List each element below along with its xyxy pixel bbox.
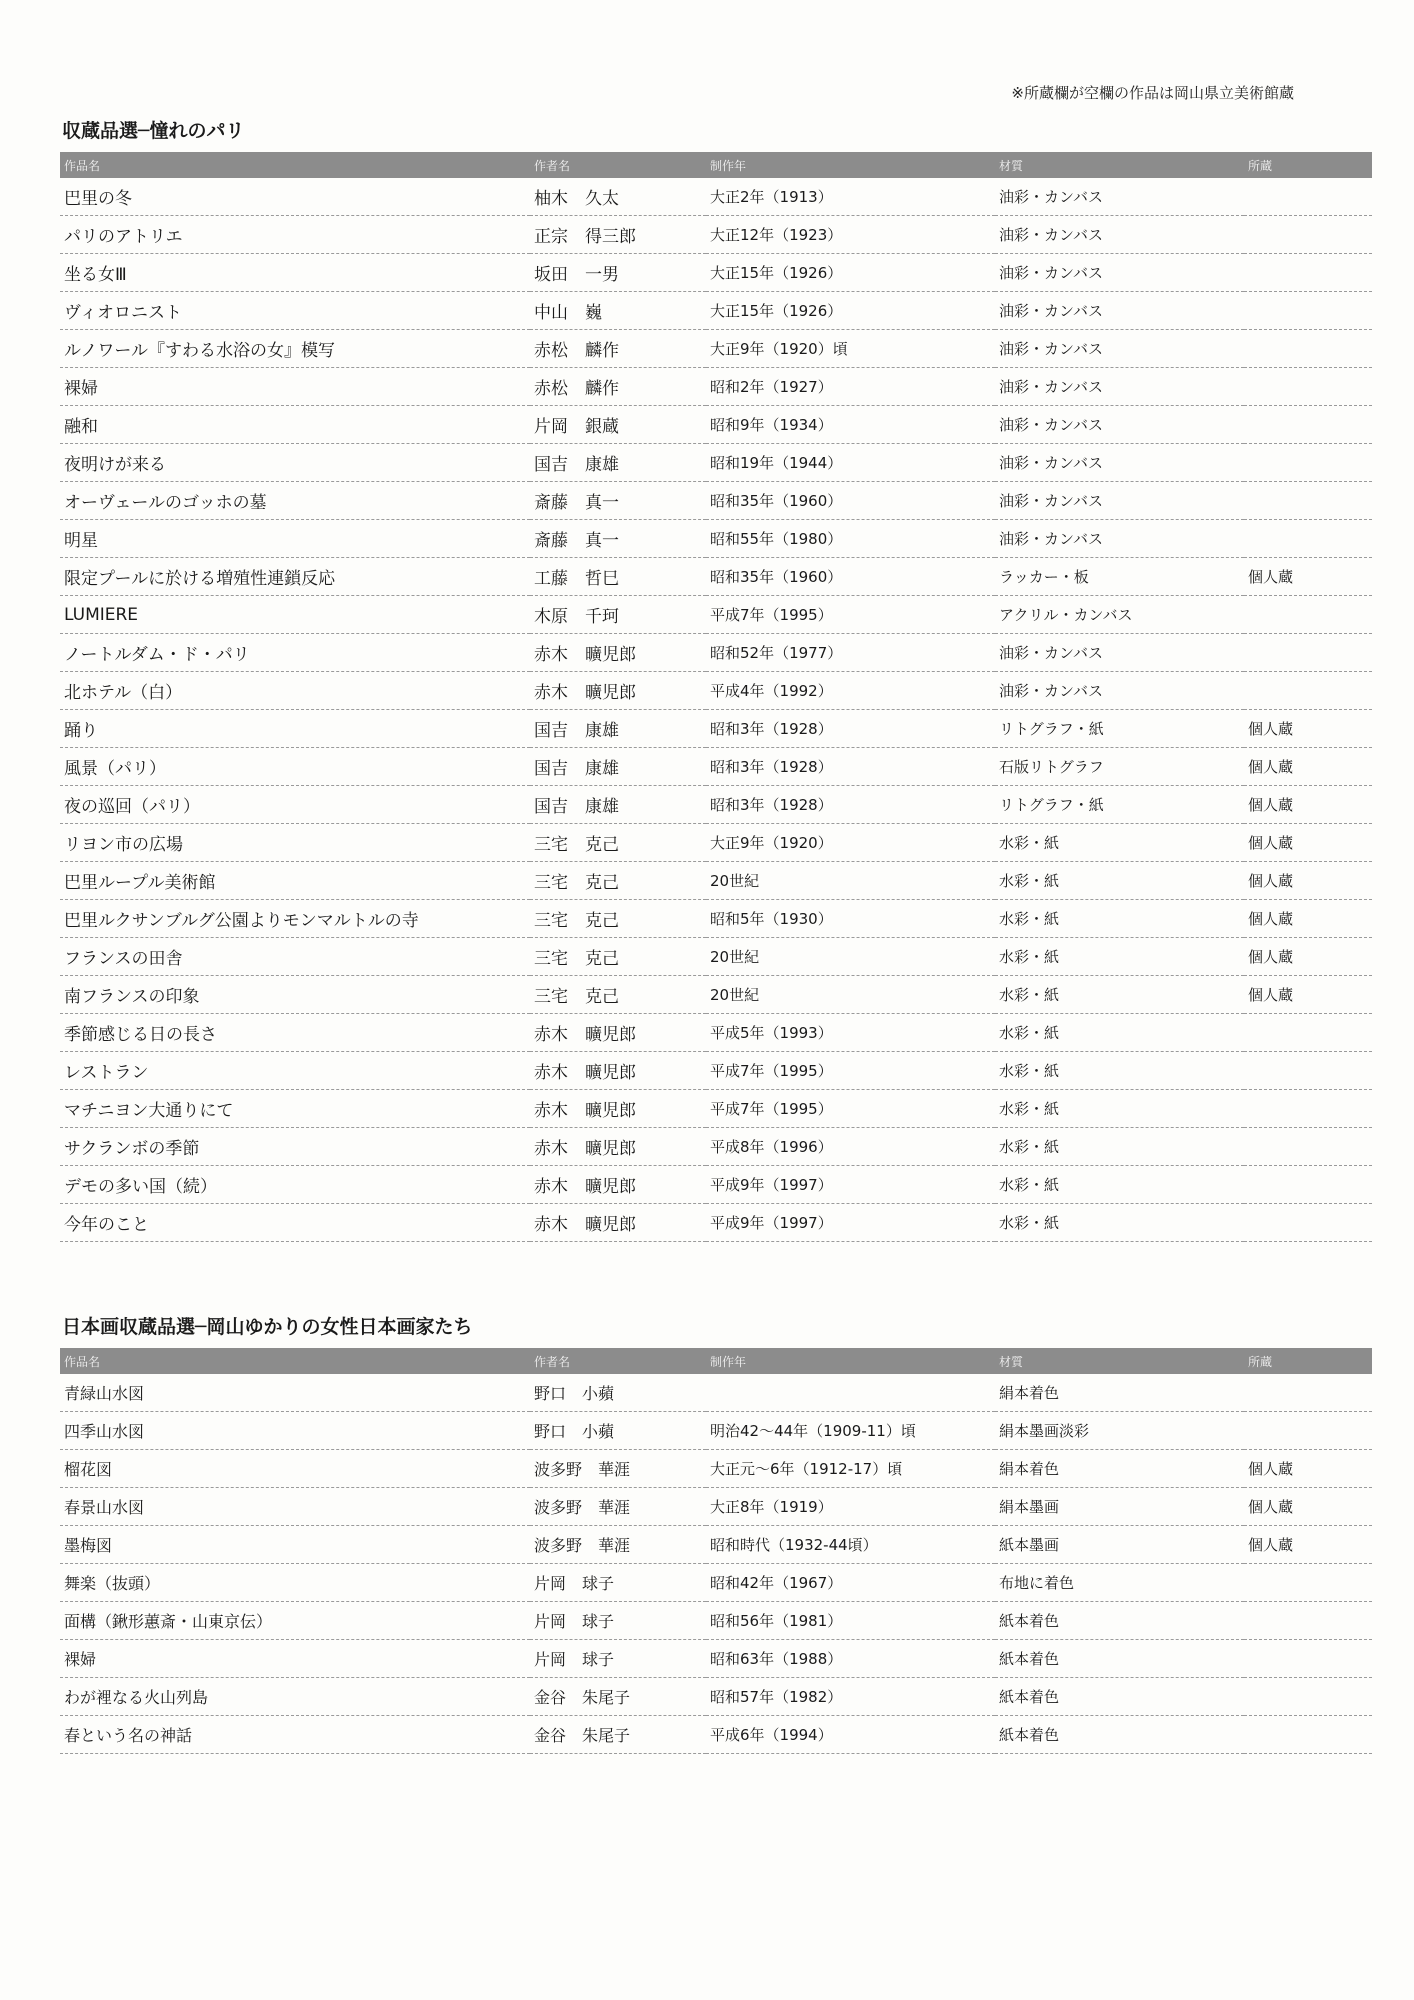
cell-medium: アクリル・カンバス	[995, 596, 1244, 634]
cell-title: マチニヨン大通りにて	[60, 1090, 530, 1128]
cell-owner	[1244, 1716, 1372, 1754]
cell-title: 面構（鍬形蕙斎・山東京伝）	[60, 1602, 530, 1640]
cell-owner	[1244, 1166, 1372, 1204]
cell-date: 平成4年（1992）	[706, 672, 995, 710]
table-row	[60, 1166, 1372, 1204]
cell-owner	[1244, 1374, 1372, 1412]
cell-title: デモの多い国（続）	[60, 1166, 530, 1204]
cell-artist: 赤木 曠児郎	[530, 1090, 706, 1128]
cell-title: 夜の巡回（パリ）	[60, 786, 530, 824]
cell-medium: 水彩・紙	[995, 1014, 1244, 1052]
table-row	[60, 330, 1372, 368]
cell-date: 大正8年（1919）	[706, 1488, 995, 1526]
cell-artist: 工藤 哲巳	[530, 558, 706, 596]
cell-date: 昭和3年（1928）	[706, 710, 995, 748]
cell-artist: 三宅 克己	[530, 938, 706, 976]
cell-owner	[1244, 406, 1372, 444]
table-row	[60, 1412, 1372, 1450]
cell-owner	[1244, 368, 1372, 406]
cell-title: 巴里の冬	[60, 178, 530, 216]
cell-date: 20世紀	[706, 862, 995, 900]
cell-artist: 片岡 球子	[530, 1564, 706, 1602]
cell-title: 春景山水図	[60, 1488, 530, 1526]
table-row	[60, 1374, 1372, 1412]
cell-date: 平成8年（1996）	[706, 1128, 995, 1166]
cell-medium: 油彩・カンバス	[995, 672, 1244, 710]
cell-artist: 片岡 銀蔵	[530, 406, 706, 444]
cell-title: 限定プールに於ける増殖性連鎖反応	[60, 558, 530, 596]
header-title: 作品名	[60, 1348, 530, 1374]
cell-date: 昭和19年（1944）	[706, 444, 995, 482]
cell-artist: 赤木 曠児郎	[530, 1166, 706, 1204]
cell-date: 大正12年（1923）	[706, 216, 995, 254]
cell-title: リヨン市の広場	[60, 824, 530, 862]
cell-medium: 絹本墨画	[995, 1488, 1244, 1526]
table-row	[60, 1052, 1372, 1090]
cell-artist: 国吉 康雄	[530, 748, 706, 786]
cell-owner: 個人蔵	[1244, 558, 1372, 596]
cell-owner	[1244, 672, 1372, 710]
cell-artist: 国吉 康雄	[530, 786, 706, 824]
cell-title: 融和	[60, 406, 530, 444]
table-row	[60, 862, 1372, 900]
cell-date: 昭和35年（1960）	[706, 558, 995, 596]
cell-medium: 紙本着色	[995, 1716, 1244, 1754]
cell-artist: 赤松 麟作	[530, 368, 706, 406]
cell-title: 踊り	[60, 710, 530, 748]
cell-owner	[1244, 520, 1372, 558]
cell-title: 今年のこと	[60, 1204, 530, 1242]
cell-medium: 油彩・カンバス	[995, 330, 1244, 368]
cell-medium: 紙本墨画	[995, 1526, 1244, 1564]
cell-owner	[1244, 178, 1372, 216]
table-row	[60, 520, 1372, 558]
cell-date: 平成9年（1997）	[706, 1166, 995, 1204]
cell-owner	[1244, 1412, 1372, 1450]
cell-owner: 個人蔵	[1244, 938, 1372, 976]
cell-date: 昭和42年（1967）	[706, 1564, 995, 1602]
cell-date: 平成9年（1997）	[706, 1204, 995, 1242]
cell-title: 墨梅図	[60, 1526, 530, 1564]
header-artist: 作者名	[530, 152, 706, 178]
cell-title: 夜明けが来る	[60, 444, 530, 482]
cell-medium: ラッカー・板	[995, 558, 1244, 596]
cell-medium: 石版リトグラフ	[995, 748, 1244, 786]
cell-medium: リトグラフ・紙	[995, 710, 1244, 748]
cell-owner: 個人蔵	[1244, 1526, 1372, 1564]
cell-date: 大正9年（1920）頃	[706, 330, 995, 368]
section-women-painters	[60, 1314, 1352, 1754]
cell-date: 昭和9年（1934）	[706, 406, 995, 444]
cell-medium: 紙本着色	[995, 1640, 1244, 1678]
cell-owner	[1244, 1640, 1372, 1678]
cell-artist: 斎藤 真一	[530, 482, 706, 520]
cell-medium: 水彩・紙	[995, 976, 1244, 1014]
cell-artist: 三宅 克己	[530, 976, 706, 1014]
cell-artist: 片岡 球子	[530, 1640, 706, 1678]
cell-title: オーヴェールのゴッホの墓	[60, 482, 530, 520]
cell-title: 巴里ループル美術館	[60, 862, 530, 900]
table-row	[60, 748, 1372, 786]
table-row	[60, 900, 1372, 938]
table-row	[60, 1526, 1372, 1564]
cell-medium: 絹本墨画淡彩	[995, 1412, 1244, 1450]
header-date: 制作年	[706, 152, 995, 178]
cell-title: 風景（パリ）	[60, 748, 530, 786]
cell-date: 20世紀	[706, 976, 995, 1014]
cell-artist: 三宅 克己	[530, 824, 706, 862]
cell-date: 平成7年（1995）	[706, 1052, 995, 1090]
header-owner: 所蔵	[1244, 1348, 1372, 1374]
table-row	[60, 1564, 1372, 1602]
cell-artist: 三宅 克己	[530, 900, 706, 938]
cell-date: 平成6年（1994）	[706, 1716, 995, 1754]
table-row	[60, 1204, 1372, 1242]
cell-artist: 中山 巍	[530, 292, 706, 330]
table-row	[60, 786, 1372, 824]
cell-medium: 紙本着色	[995, 1678, 1244, 1716]
cell-artist: 赤木 曠児郎	[530, 634, 706, 672]
cell-owner	[1244, 1052, 1372, 1090]
cell-artist: 柚木 久太	[530, 178, 706, 216]
cell-owner	[1244, 1602, 1372, 1640]
cell-artist: 斎藤 真一	[530, 520, 706, 558]
table-row	[60, 1678, 1372, 1716]
cell-medium: 油彩・カンバス	[995, 520, 1244, 558]
cell-date: 平成5年（1993）	[706, 1014, 995, 1052]
cell-artist: 金谷 朱尾子	[530, 1678, 706, 1716]
cell-owner	[1244, 1204, 1372, 1242]
cell-medium: 油彩・カンバス	[995, 254, 1244, 292]
cell-medium: 絹本着色	[995, 1450, 1244, 1488]
cell-owner: 個人蔵	[1244, 748, 1372, 786]
cell-title: 春という名の神話	[60, 1716, 530, 1754]
cell-medium: 油彩・カンバス	[995, 368, 1244, 406]
header-owner: 所蔵	[1244, 152, 1372, 178]
table-body	[60, 1374, 1372, 1754]
cell-medium: 油彩・カンバス	[995, 634, 1244, 672]
cell-owner	[1244, 216, 1372, 254]
cell-date: 大正元～6年（1912-17）頃	[706, 1450, 995, 1488]
header-title: 作品名	[60, 152, 530, 178]
table-row	[60, 444, 1372, 482]
cell-owner: 個人蔵	[1244, 710, 1372, 748]
cell-medium: 水彩・紙	[995, 1166, 1244, 1204]
cell-artist: 赤木 曠児郎	[530, 1204, 706, 1242]
cell-artist: 野口 小蘋	[530, 1412, 706, 1450]
cell-artist: 赤木 曠児郎	[530, 1014, 706, 1052]
cell-title: 北ホテル（白）	[60, 672, 530, 710]
table-row	[60, 1640, 1372, 1678]
table-row	[60, 1450, 1372, 1488]
table-row	[60, 1014, 1372, 1052]
cell-title: ヴィオロニスト	[60, 292, 530, 330]
table-row	[60, 634, 1372, 672]
table-row	[60, 938, 1372, 976]
cell-medium: 絹本着色	[995, 1374, 1244, 1412]
cell-title: わが裡なる火山列島	[60, 1678, 530, 1716]
cell-medium: 水彩・紙	[995, 1090, 1244, 1128]
cell-artist: 波多野 華涯	[530, 1526, 706, 1564]
cell-date: 昭和63年（1988）	[706, 1640, 995, 1678]
cell-artist: 木原 千珂	[530, 596, 706, 634]
cell-date: 昭和3年（1928）	[706, 748, 995, 786]
cell-date: 昭和時代（1932-44頃）	[706, 1526, 995, 1564]
cell-artist: 国吉 康雄	[530, 444, 706, 482]
cell-artist: 坂田 一男	[530, 254, 706, 292]
cell-title: サクランボの季節	[60, 1128, 530, 1166]
table-row	[60, 292, 1372, 330]
cell-artist: 野口 小蘋	[530, 1374, 706, 1412]
cell-medium: 布地に着色	[995, 1564, 1244, 1602]
cell-owner	[1244, 292, 1372, 330]
artwork-table	[60, 1348, 1372, 1754]
cell-date: 20世紀	[706, 938, 995, 976]
cell-date: 大正2年（1913）	[706, 178, 995, 216]
cell-title: パリのアトリエ	[60, 216, 530, 254]
cell-medium: 水彩・紙	[995, 938, 1244, 976]
cell-title: 四季山水図	[60, 1412, 530, 1450]
cell-artist: 赤木 曠児郎	[530, 672, 706, 710]
cell-date: 昭和52年（1977）	[706, 634, 995, 672]
header-artist: 作者名	[530, 1348, 706, 1374]
cell-artist: 赤松 麟作	[530, 330, 706, 368]
table-row	[60, 1602, 1372, 1640]
cell-title: 巴里ルクサンブルグ公園よりモンマルトルの寺	[60, 900, 530, 938]
cell-owner	[1244, 1014, 1372, 1052]
header-medium: 材質	[995, 152, 1244, 178]
table-row	[60, 1128, 1372, 1166]
cell-title: 季節感じる日の長さ	[60, 1014, 530, 1052]
cell-owner: 個人蔵	[1244, 786, 1372, 824]
cell-artist: 三宅 克己	[530, 862, 706, 900]
ownership-note: ※所蔵欄が空欄の作品は岡山県立美術館蔵	[1011, 84, 1294, 102]
cell-title: レストラン	[60, 1052, 530, 1090]
cell-title: LUMIERE	[60, 596, 530, 634]
cell-owner: 個人蔵	[1244, 976, 1372, 1014]
cell-owner	[1244, 1678, 1372, 1716]
cell-owner: 個人蔵	[1244, 824, 1372, 862]
cell-artist: 金谷 朱尾子	[530, 1716, 706, 1754]
cell-date: 平成7年（1995）	[706, 1090, 995, 1128]
cell-medium: 水彩・紙	[995, 1128, 1244, 1166]
table-header-row	[60, 152, 1372, 178]
cell-title: 青緑山水図	[60, 1374, 530, 1412]
cell-title: 明星	[60, 520, 530, 558]
cell-medium: 水彩・紙	[995, 824, 1244, 862]
cell-date: 明治42～44年（1909-11）頃	[706, 1412, 995, 1450]
table-row	[60, 672, 1372, 710]
table-row	[60, 216, 1372, 254]
cell-date: 平成7年（1995）	[706, 596, 995, 634]
cell-artist: 国吉 康雄	[530, 710, 706, 748]
cell-title: 裸婦	[60, 368, 530, 406]
cell-owner	[1244, 444, 1372, 482]
cell-owner	[1244, 1564, 1372, 1602]
cell-medium: リトグラフ・紙	[995, 786, 1244, 824]
cell-owner: 個人蔵	[1244, 1450, 1372, 1488]
table-row	[60, 1716, 1372, 1754]
cell-title: 榴花図	[60, 1450, 530, 1488]
table-row	[60, 368, 1372, 406]
cell-date: 昭和57年（1982）	[706, 1678, 995, 1716]
cell-medium: 水彩・紙	[995, 862, 1244, 900]
cell-owner	[1244, 634, 1372, 672]
cell-owner	[1244, 1090, 1372, 1128]
cell-date: 昭和2年（1927）	[706, 368, 995, 406]
table-row	[60, 178, 1372, 216]
header-medium: 材質	[995, 1348, 1244, 1374]
table-row	[60, 596, 1372, 634]
header-date: 制作年	[706, 1348, 995, 1374]
table-row	[60, 1488, 1372, 1526]
cell-medium: 油彩・カンバス	[995, 444, 1244, 482]
section-paris	[60, 118, 1352, 1242]
cell-date: 大正15年（1926）	[706, 292, 995, 330]
cell-medium: 油彩・カンバス	[995, 216, 1244, 254]
table-body	[60, 178, 1372, 1242]
cell-owner	[1244, 596, 1372, 634]
cell-artist: 片岡 球子	[530, 1602, 706, 1640]
cell-date: 昭和55年（1980）	[706, 520, 995, 558]
artwork-table	[60, 152, 1372, 1242]
table-row	[60, 558, 1372, 596]
cell-date: 大正15年（1926）	[706, 254, 995, 292]
cell-artist: 赤木 曠児郎	[530, 1128, 706, 1166]
cell-owner: 個人蔵	[1244, 1488, 1372, 1526]
cell-artist: 波多野 華涯	[530, 1488, 706, 1526]
cell-date: 昭和3年（1928）	[706, 786, 995, 824]
cell-date	[706, 1374, 995, 1412]
table-row	[60, 976, 1372, 1014]
cell-artist: 正宗 得三郎	[530, 216, 706, 254]
cell-medium: 油彩・カンバス	[995, 406, 1244, 444]
cell-date: 昭和56年（1981）	[706, 1602, 995, 1640]
table-row	[60, 406, 1372, 444]
cell-date: 昭和5年（1930）	[706, 900, 995, 938]
cell-medium: 油彩・カンバス	[995, 482, 1244, 520]
cell-title: 坐る女Ⅲ	[60, 254, 530, 292]
cell-title: 南フランスの印象	[60, 976, 530, 1014]
cell-medium: 水彩・紙	[995, 900, 1244, 938]
section-title: 収蔵品選─憧れのパリ	[62, 120, 245, 142]
cell-title: ルノワール『すわる水浴の女』模写	[60, 330, 530, 368]
cell-title: ノートルダム・ド・パリ	[60, 634, 530, 672]
cell-owner: 個人蔵	[1244, 862, 1372, 900]
cell-owner	[1244, 482, 1372, 520]
section-title: 日本画収蔵品選─岡山ゆかりの女性日本画家たち	[62, 1316, 473, 1338]
cell-artist: 波多野 華涯	[530, 1450, 706, 1488]
cell-owner	[1244, 330, 1372, 368]
table-row	[60, 710, 1372, 748]
cell-date: 昭和35年（1960）	[706, 482, 995, 520]
cell-medium: 水彩・紙	[995, 1204, 1244, 1242]
table-row	[60, 254, 1372, 292]
cell-medium: 油彩・カンバス	[995, 178, 1244, 216]
cell-owner	[1244, 254, 1372, 292]
table-row	[60, 482, 1372, 520]
cell-medium: 油彩・カンバス	[995, 292, 1244, 330]
cell-title: 舞楽（抜頭）	[60, 1564, 530, 1602]
cell-artist: 赤木 曠児郎	[530, 1052, 706, 1090]
cell-owner	[1244, 1128, 1372, 1166]
cell-owner: 個人蔵	[1244, 900, 1372, 938]
table-header-row	[60, 1348, 1372, 1374]
cell-date: 大正9年（1920）	[706, 824, 995, 862]
cell-title: 裸婦	[60, 1640, 530, 1678]
cell-medium: 紙本着色	[995, 1602, 1244, 1640]
table-row	[60, 1090, 1372, 1128]
cell-title: フランスの田舎	[60, 938, 530, 976]
cell-medium: 水彩・紙	[995, 1052, 1244, 1090]
table-row	[60, 824, 1372, 862]
